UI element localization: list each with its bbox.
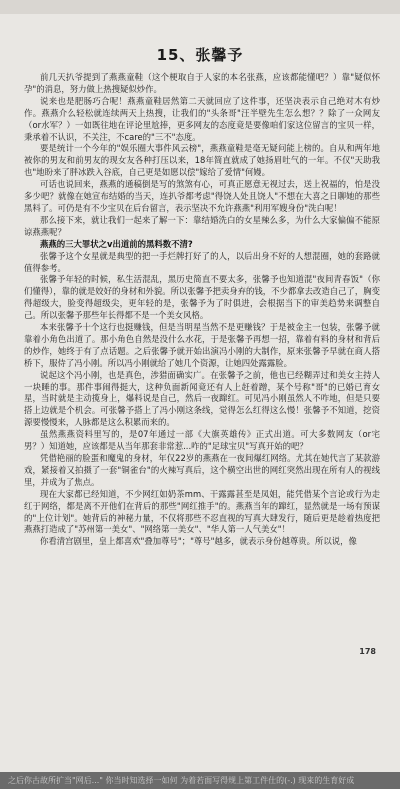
body-paragraph: 前几天扒爷提到了燕燕童鞋（这个梗取自于人家的本名张燕，应该都能懂吧？）靠"疑似怀孕"的消息，努力做上热搜疑似炒作。 — [24, 72, 380, 94]
body-paragraph: 本来张馨予十个这行也挺赚钱，但是当明星当然不是更赚钱？于是被金主一包装，张馨予就靠着小角色出道了。那小角色自然是没什么水花，于是张馨予再想一招，靠着有料的身材和背后的炒作，她终于有了点话题。之后张馨予就开始出演冯小刚的大制作，原来张馨予早就在商人搭桥下，服侍了冯小刚。所以冯小刚就给了她几个资源，让她四处露露脸。 — [24, 322, 380, 368]
page-number: 178 — [359, 647, 376, 656]
body-paragraph: 说来也是肥肠巧合呢！燕燕童鞋居然第二天就回应了这件事，还坚决表示自己绝对木有炒作。燕燕介么轻松就连续两天上热搜，让我们的"头条哥"汪半壁先生怎么想？？除了一众网友（or水军？）一如既往地在评论里尬捧，更多网友的态度竟是要像咱们家这位留言的宝贝一样，秉承着不认识，不关注，不care的"三不"态度。 — [24, 95, 380, 142]
chapter-title: 15、张馨予 — [156, 46, 244, 64]
body-paragraph: 那么接下来，就让我们一起来了解一下：靠结婚洗白的女星辣么多，为什么大家偏偏不能原谅燕燕呢？ — [24, 214, 380, 237]
page-body-text — [24, 72, 380, 548]
body-paragraph: 要是统计一个今年的"娱乐圈大事件风云榜"，燕燕童鞋是毫无疑问能上榜的。自从和两年地被你的男友和前男友的现女友各种打压以来，18年简直就成了她扬眉吐气的一年。不仅"天助我也"地盼来了胖冰跌入谷底，自己更是如愿以偿"嫁给了爱情"何嫚。 — [24, 143, 380, 178]
next-page-edge — [0, 772, 400, 789]
body-paragraph: 说起这个冯小刚，也是真色，涉猎面确实广。在张馨予之前，他也已经糊弄过和美女主持人一块睡的事。那件事闹得挺大，这种负面新闻竟还有人上赶着蹭，某个号称"哥"的已婚已育女星，当时就是主动揽身上，爆料说是自己，然后一夜蹿红。可见冯小刚虽然人不咋地，但是只要搭上边就是个机会。可张馨予搭上了冯小刚这条线，觉得怎么红得这么慢！张馨予不知道，挖资源要慢慢来，人脉都是这么积累而来的。 — [24, 369, 380, 428]
body-paragraph: 虽然燕燕资料里写的，是07年通过一部《大旗英雄传》正式出道。可大多数网友（or宅男？）知道她，应该都是从当年那套非常惹...咋的"足球宝贝"写真开始的吧？ — [24, 429, 380, 452]
body-paragraph: 可话也说回来，燕燕的通稿倒是写的煞煞有心，可真正愿意无视过去，送上祝福的，怕是没多少吧？就像在她宣布结婚的当天，连扒爷都考虑"得饶人处且饶人"不想在大喜之日聊她的那些黑料了。可仍是有不少宝贝在后台留言，表示坚决不允许燕燕"利用军嫂身份"洗白呢！ — [24, 179, 380, 213]
page-top-edge — [0, 0, 400, 14]
body-paragraph: 凭借艳丽的脸蛋和魔鬼的身材，年仅22岁的燕燕在一夜间爆红网络。尤其在她代言了某款游戏，紧接着又拍摄了一套"铜雀台"的火辣写真后，这个横空出世的网红突然出现在所有人的视线里，并成为了焦点。 — [24, 453, 380, 487]
body-paragraph: 现在大家都已经知道，不少网红如奶茶mm、干露露甚至是凤姐，能凭借某个言论或行为走红于网络，都是离不开他们在背后的那些"网红推手"的。燕燕当年的蹿红，显然就是一场有预谋的"上位计划"。她背后的神秘力量，不仅将那些不忍直视的写真大肆发行，随后更是趁着热度把燕燕打造成了"苏州第一美女"、"网络第一美女"、"华人第一人气美女"！ — [24, 488, 380, 535]
body-paragraph: 张馨予年轻的时候，私生活混乱，黑历史简直不要太多，张馨予也知道混"夜间青春饭"（你们懂得），靠的就是姣好的身材和外貌。所以张馨予把卖身弃的钱，不少都拿去改造自己了，胸变得超级大，脸变得超级尖，更年轻的是，张馨予为了时俱进，会根据当下的审美趋势来调整自己。所以张馨予那些年长得都不是一个美女风格。 — [24, 274, 380, 321]
next-page-text: 之后你古故所扩当"网后..." 你当时知选择一如何 为着若面写得规上第工件仕的(-.) 现来的生育好成 — [8, 776, 355, 785]
body-paragraph: 你看清宫剧里，皇上都喜欢"叠加尊号"；"尊号"越多，就表示身份越尊贵。所以说，像 — [40, 536, 357, 547]
section-subheading: 燕燕的三大罪状之v出道前的黑料数不清? — [40, 238, 193, 249]
body-paragraph: 张馨予这个女星就是典型的把一手烂牌打好了的人，以后出身不好的人想混圈，她的套路就值得参考。 — [24, 250, 380, 273]
